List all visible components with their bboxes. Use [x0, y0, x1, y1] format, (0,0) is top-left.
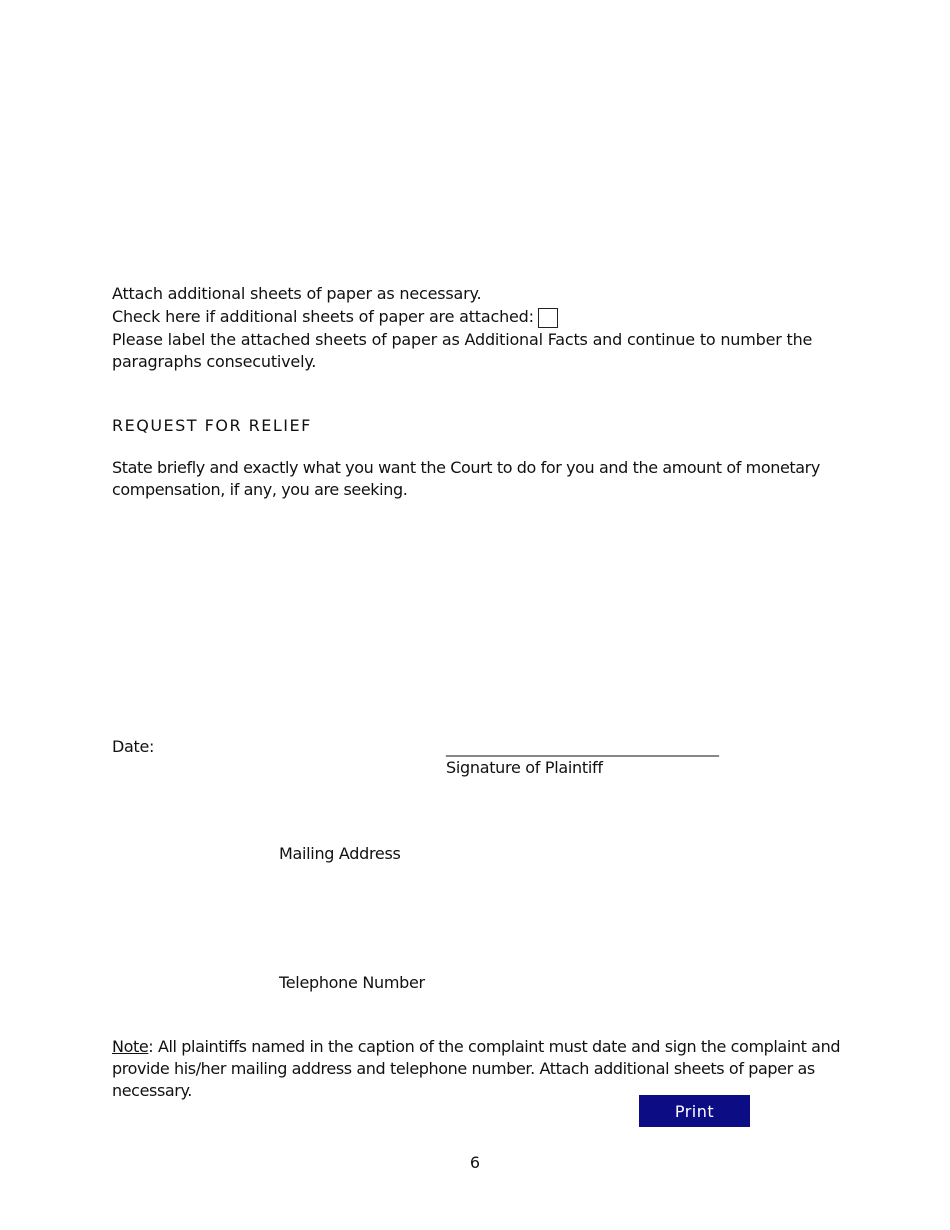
attach-line-4: paragraphs consecutively.	[112, 352, 317, 371]
mailing-address-label: Mailing Address	[279, 844, 401, 863]
note-label: Note	[112, 1037, 149, 1056]
note-line-1-text: : All plaintiffs named in the caption of the complaint must date and sign the complaint and	[148, 1037, 841, 1056]
signature-of-plaintiff-label: Signature of Plaintiff	[446, 758, 603, 777]
attach-line-1: Attach additional sheets of paper as necessary.	[112, 284, 482, 303]
note-line-1	[112, 1036, 840, 1058]
telephone-number-label: Telephone Number	[279, 973, 425, 992]
relief-line-1: State briefly and exactly what you want the Court to do for you and the amount of monetary	[112, 458, 820, 477]
print-button[interactable]: Print	[639, 1095, 750, 1127]
date-label: Date:	[112, 737, 155, 756]
note-line-3: necessary.	[112, 1081, 192, 1100]
attach-line-2: Check here if additional sheets of paper are attached:	[112, 307, 534, 326]
attach-line-3: Please label the attached sheets of paper as Additional Facts and continue to number the	[112, 330, 813, 349]
signature-line: _______________________________________	[446, 741, 719, 757]
relief-line-2: compensation, if any, you are seeking.	[112, 480, 408, 499]
additional-sheets-checkbox[interactable]	[538, 308, 558, 328]
request-for-relief-heading: REQUEST FOR RELIEF	[112, 416, 312, 435]
note-line-2: provide his/her mailing address and telephone number. Attach additional sheets of paper as	[112, 1059, 815, 1078]
page-number: 6	[469, 1153, 481, 1172]
